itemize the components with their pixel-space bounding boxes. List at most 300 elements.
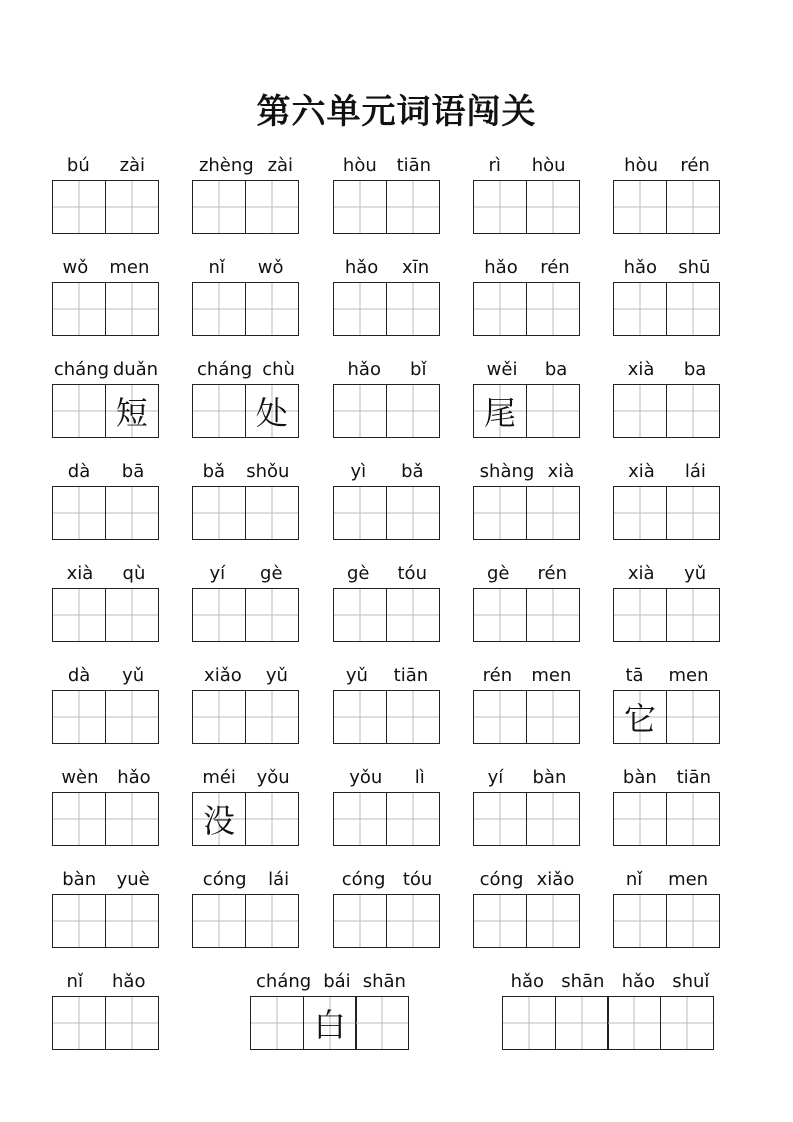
pinyin-syllable: gè [260, 563, 283, 584]
pinyin-syllable: bàn [62, 869, 97, 890]
pinyin-syllable: yǔ [265, 665, 288, 686]
writing-cell[interactable] [526, 894, 580, 948]
pinyin-line [52, 460, 160, 484]
given-character [614, 487, 666, 539]
given-character [608, 997, 660, 1049]
word-item [613, 154, 721, 234]
word-item [333, 562, 441, 642]
pinyin-line [52, 256, 160, 280]
writing-boxes [333, 588, 440, 642]
writing-cell[interactable] [607, 996, 661, 1050]
given-character [106, 895, 158, 947]
given-character [503, 997, 555, 1049]
word-item [333, 154, 441, 234]
pinyin-syllable: hǎo [117, 767, 151, 788]
writing-boxes [613, 486, 720, 540]
pinyin-line [613, 154, 721, 178]
writing-cell[interactable] [386, 894, 440, 948]
word-item [52, 256, 160, 336]
word-item [613, 358, 721, 438]
given-character [193, 181, 245, 233]
pinyin-syllable: hǎo [112, 971, 146, 992]
pinyin-line [333, 256, 441, 280]
writing-boxes [192, 894, 299, 948]
given-character [53, 997, 105, 1049]
writing-cell[interactable] [192, 690, 246, 744]
writing-boxes [52, 384, 159, 438]
pinyin-syllable: yǒu [256, 767, 290, 788]
pinyin-line [52, 154, 160, 178]
pinyin-syllable: tiān [396, 155, 432, 176]
given-character [667, 385, 719, 437]
given-character [193, 385, 245, 437]
given-character [387, 181, 439, 233]
word-item [52, 970, 160, 1050]
given-character [667, 793, 719, 845]
given-character [106, 589, 158, 641]
word-item [473, 256, 581, 336]
writing-cell[interactable] [105, 486, 159, 540]
pinyin-syllable: cháng [256, 971, 312, 992]
page-title: 第六单元词语闯关 [256, 92, 537, 132]
writing-cell[interactable] [526, 588, 580, 642]
writing-boxes [192, 384, 299, 438]
writing-cell[interactable] [245, 792, 299, 846]
writing-cell[interactable] [105, 690, 159, 744]
pinyin-syllable: wǒ [257, 257, 284, 278]
pinyin-line [192, 664, 300, 688]
given-character [106, 181, 158, 233]
pinyin-line [333, 154, 441, 178]
writing-cell[interactable] [333, 690, 387, 744]
pinyin-syllable: yǔ [684, 563, 707, 584]
pinyin-syllable: shǒu [246, 461, 290, 482]
pinyin-syllable: shān [561, 971, 605, 992]
pinyin-line [250, 970, 412, 994]
writing-cell[interactable] [52, 282, 106, 336]
pinyin-syllable: zài [267, 155, 294, 176]
writing-cell[interactable] [105, 180, 159, 234]
pinyin-line [613, 664, 721, 688]
given-character [334, 793, 386, 845]
writing-boxes [333, 384, 440, 438]
pinyin-syllable: xià [628, 461, 655, 482]
given-character [106, 997, 158, 1049]
pinyin-syllable: bā [121, 461, 145, 482]
writing-cell[interactable] [666, 384, 720, 438]
pinyin-syllable: nǐ [625, 869, 643, 890]
writing-cell[interactable] [613, 384, 667, 438]
word-item [473, 664, 581, 744]
pinyin-line [52, 664, 160, 688]
writing-cell[interactable] [502, 996, 556, 1050]
given-character [387, 589, 439, 641]
pinyin-line [192, 766, 300, 790]
writing-cell[interactable] [105, 282, 159, 336]
pinyin-syllable: rén [540, 257, 570, 278]
writing-boxes [613, 792, 720, 846]
pinyin-syllable: nǐ [66, 971, 83, 992]
given-character [193, 895, 245, 947]
writing-cell[interactable] [52, 996, 106, 1050]
given-character [614, 793, 666, 845]
pinyin-syllable: xià [66, 563, 94, 584]
writing-boxes [473, 588, 580, 642]
word-item [333, 664, 441, 744]
pinyin-line [192, 154, 300, 178]
writing-cell[interactable] [613, 690, 667, 744]
writing-cell[interactable] [666, 894, 720, 948]
pinyin-line [52, 970, 160, 994]
pinyin-syllable: tiān [393, 665, 429, 686]
writing-cell[interactable] [105, 894, 159, 948]
pinyin-syllable: tiān [676, 767, 712, 788]
pinyin-syllable: yuè [116, 869, 150, 890]
pinyin-syllable: qù [122, 563, 146, 584]
writing-cell[interactable] [105, 588, 159, 642]
writing-boxes [473, 792, 580, 846]
given-character [614, 385, 666, 437]
given-character [106, 691, 158, 743]
word-item [473, 358, 581, 438]
pinyin-syllable: cóng [341, 869, 386, 890]
pinyin-syllable: xiǎo [204, 665, 242, 686]
word-item [52, 460, 160, 540]
writing-cell[interactable] [473, 588, 527, 642]
given-character [53, 487, 105, 539]
writing-boxes [613, 384, 720, 438]
writing-cell[interactable] [245, 486, 299, 540]
writing-cell[interactable] [105, 792, 159, 846]
pinyin-syllable: men [531, 665, 572, 686]
writing-cell[interactable] [192, 180, 246, 234]
pinyin-syllable: nǐ [208, 257, 225, 278]
given-character [614, 895, 666, 947]
writing-cell[interactable] [245, 180, 299, 234]
pinyin-syllable: lái [684, 461, 706, 482]
writing-cell[interactable] [245, 384, 299, 438]
given-character [474, 487, 526, 539]
writing-cell[interactable] [666, 588, 720, 642]
pinyin-syllable: shàng [479, 461, 535, 482]
writing-cell[interactable] [52, 690, 106, 744]
word-item [333, 868, 441, 948]
writing-boxes [613, 588, 720, 642]
pinyin-line [613, 256, 721, 280]
given-character [614, 283, 666, 335]
writing-cell[interactable] [245, 690, 299, 744]
pinyin-syllable: yǔ [122, 665, 145, 686]
writing-cell[interactable] [555, 996, 609, 1050]
pinyin-syllable: lái [268, 869, 290, 890]
pinyin-syllable: tóu [397, 563, 427, 584]
writing-boxes [192, 282, 299, 336]
given-character [334, 181, 386, 233]
given-character [334, 895, 386, 947]
pinyin-line [52, 562, 160, 586]
word-item [52, 562, 160, 642]
writing-cell[interactable] [386, 588, 440, 642]
given-character [334, 691, 386, 743]
writing-cell[interactable] [192, 792, 246, 846]
writing-cell[interactable] [473, 384, 527, 438]
pinyin-line [502, 970, 718, 994]
given-character [614, 589, 666, 641]
given-character: 它 [623, 700, 656, 738]
writing-cell[interactable] [245, 282, 299, 336]
word-item [250, 970, 412, 1050]
given-character [474, 691, 526, 743]
pinyin-syllable: shuǐ [672, 971, 710, 992]
writing-cell[interactable] [660, 996, 714, 1050]
pinyin-syllable: gè [487, 563, 510, 584]
writing-boxes [613, 690, 720, 744]
given-character [334, 385, 386, 437]
pinyin-syllable: zài [119, 155, 146, 176]
given-character [527, 589, 579, 641]
writing-boxes [52, 894, 159, 948]
pinyin-line [613, 358, 721, 382]
pinyin-syllable: men [109, 257, 150, 278]
writing-cell[interactable] [192, 384, 246, 438]
given-character: 处 [255, 394, 288, 432]
word-item [473, 868, 581, 948]
given-character [251, 997, 303, 1049]
word-item [52, 766, 160, 846]
writing-cell[interactable] [250, 996, 304, 1050]
pinyin-line [613, 460, 721, 484]
word-item [613, 868, 721, 948]
writing-cell[interactable] [666, 180, 720, 234]
writing-cell[interactable] [245, 894, 299, 948]
given-character [667, 487, 719, 539]
given-character [193, 589, 245, 641]
writing-boxes [613, 282, 720, 336]
writing-cell[interactable] [303, 996, 357, 1050]
writing-cell[interactable] [52, 180, 106, 234]
given-character: 没 [202, 802, 235, 840]
given-character [527, 385, 579, 437]
pinyin-line [333, 868, 441, 892]
writing-cell[interactable] [613, 282, 667, 336]
writing-cell[interactable] [105, 996, 159, 1050]
pinyin-syllable: lì [414, 767, 425, 788]
pinyin-syllable: xià [627, 359, 655, 380]
writing-cell[interactable] [52, 588, 106, 642]
pinyin-syllable: yì [350, 461, 367, 482]
given-character: 短 [115, 394, 148, 432]
word-item [333, 358, 441, 438]
given-character [246, 589, 298, 641]
writing-cell[interactable] [526, 792, 580, 846]
writing-cell[interactable] [526, 282, 580, 336]
writing-boxes [192, 486, 299, 540]
writing-cell[interactable] [333, 282, 387, 336]
writing-boxes [333, 180, 440, 234]
writing-cell[interactable] [526, 384, 580, 438]
writing-cell[interactable] [355, 996, 409, 1050]
pinyin-syllable: bú [66, 155, 90, 176]
writing-cell[interactable] [333, 792, 387, 846]
writing-cell[interactable] [192, 894, 246, 948]
word-item [192, 358, 300, 438]
writing-boxes [52, 486, 159, 540]
writing-cell[interactable] [473, 486, 527, 540]
given-character [387, 895, 439, 947]
writing-cell[interactable] [192, 282, 246, 336]
writing-cell[interactable] [613, 180, 667, 234]
pinyin-syllable: bǐ [410, 359, 427, 380]
writing-cell[interactable] [386, 282, 440, 336]
pinyin-syllable: yí [487, 767, 504, 788]
pinyin-syllable: hǎo [623, 257, 658, 278]
pinyin-syllable: hòu [531, 155, 566, 176]
writing-cell[interactable] [192, 588, 246, 642]
given-character [53, 793, 105, 845]
given-character [53, 691, 105, 743]
writing-cell[interactable] [192, 486, 246, 540]
word-item [52, 868, 160, 948]
pinyin-line [473, 154, 581, 178]
writing-cell[interactable] [473, 282, 527, 336]
word-item [192, 766, 300, 846]
given-character [527, 895, 579, 947]
word-item [333, 256, 441, 336]
writing-cell[interactable] [52, 384, 106, 438]
word-item [613, 562, 721, 642]
writing-boxes [333, 486, 440, 540]
pinyin-syllable: shū [678, 257, 711, 278]
pinyin-syllable: gè [347, 563, 370, 584]
given-character [527, 691, 579, 743]
writing-cell[interactable] [473, 690, 527, 744]
word-item [473, 562, 581, 642]
writing-cell[interactable] [386, 384, 440, 438]
writing-cell[interactable] [473, 894, 527, 948]
given-character [387, 385, 439, 437]
pinyin-syllable: bái [323, 971, 351, 992]
writing-cell[interactable] [666, 690, 720, 744]
writing-cell[interactable] [333, 588, 387, 642]
writing-cell[interactable] [613, 486, 667, 540]
writing-cell[interactable] [52, 486, 106, 540]
writing-cell[interactable] [333, 384, 387, 438]
writing-boxes [613, 180, 720, 234]
writing-cell[interactable] [473, 792, 527, 846]
given-character [667, 895, 719, 947]
pinyin-line [613, 562, 721, 586]
writing-cell[interactable] [333, 486, 387, 540]
pinyin-syllable: shān [362, 971, 406, 992]
given-character [106, 283, 158, 335]
writing-boxes [613, 894, 720, 948]
writing-boxes [52, 792, 159, 846]
writing-cell[interactable] [386, 690, 440, 744]
pinyin-syllable: xià [627, 563, 655, 584]
pinyin-line [613, 766, 721, 790]
writing-cell[interactable] [613, 588, 667, 642]
pinyin-line [52, 766, 160, 790]
given-character [667, 691, 719, 743]
pinyin-syllable: men [668, 869, 709, 890]
pinyin-syllable: hǎo [484, 257, 518, 278]
pinyin-line [333, 460, 441, 484]
given-character [246, 895, 298, 947]
writing-cell[interactable] [666, 282, 720, 336]
pinyin-syllable: dà [67, 665, 91, 686]
given-character [53, 283, 105, 335]
writing-boxes [192, 690, 299, 744]
writing-cell[interactable] [613, 792, 667, 846]
word-item [192, 460, 300, 540]
writing-cell[interactable] [666, 792, 720, 846]
writing-cell[interactable] [245, 588, 299, 642]
pinyin-line [473, 868, 581, 892]
given-character [474, 589, 526, 641]
given-character [474, 895, 526, 947]
word-item [52, 664, 160, 744]
writing-cell[interactable] [666, 486, 720, 540]
pinyin-line [473, 562, 581, 586]
writing-cell[interactable] [333, 894, 387, 948]
word-item [473, 154, 581, 234]
pinyin-syllable: cháng [53, 359, 110, 380]
writing-cell[interactable] [105, 384, 159, 438]
given-character [193, 487, 245, 539]
pinyin-syllable: rén [537, 563, 567, 584]
writing-cell[interactable] [52, 792, 106, 846]
given-character [387, 793, 439, 845]
writing-cell[interactable] [386, 792, 440, 846]
pinyin-line [192, 358, 300, 382]
given-character [246, 283, 298, 335]
writing-cell[interactable] [526, 180, 580, 234]
given-character: 尾 [483, 394, 516, 432]
writing-cell[interactable] [386, 486, 440, 540]
given-character [387, 487, 439, 539]
writing-cell[interactable] [52, 894, 106, 948]
given-character [387, 691, 439, 743]
writing-cell[interactable] [526, 486, 580, 540]
writing-cell[interactable] [613, 894, 667, 948]
pinyin-syllable: duǎn [112, 359, 159, 380]
writing-boxes [502, 996, 714, 1050]
writing-boxes [192, 180, 299, 234]
given-character [661, 997, 713, 1049]
pinyin-syllable: rì [488, 155, 501, 176]
word-item [192, 664, 300, 744]
writing-boxes [52, 282, 159, 336]
pinyin-syllable: yǔ [345, 665, 368, 686]
writing-cell[interactable] [333, 180, 387, 234]
writing-cell[interactable] [526, 690, 580, 744]
pinyin-syllable: ba [683, 359, 707, 380]
given-character [193, 691, 245, 743]
pinyin-line [333, 766, 441, 790]
pinyin-syllable: men [668, 665, 709, 686]
writing-cell[interactable] [473, 180, 527, 234]
pinyin-syllable: hǎo [344, 257, 379, 278]
given-character [246, 691, 298, 743]
given-character [246, 793, 298, 845]
pinyin-syllable: tā [625, 665, 644, 686]
word-item [52, 358, 160, 438]
pinyin-syllable: yǒu [349, 767, 383, 788]
given-character [667, 181, 719, 233]
pinyin-line [52, 868, 160, 892]
writing-cell[interactable] [386, 180, 440, 234]
word-item [502, 970, 718, 1050]
